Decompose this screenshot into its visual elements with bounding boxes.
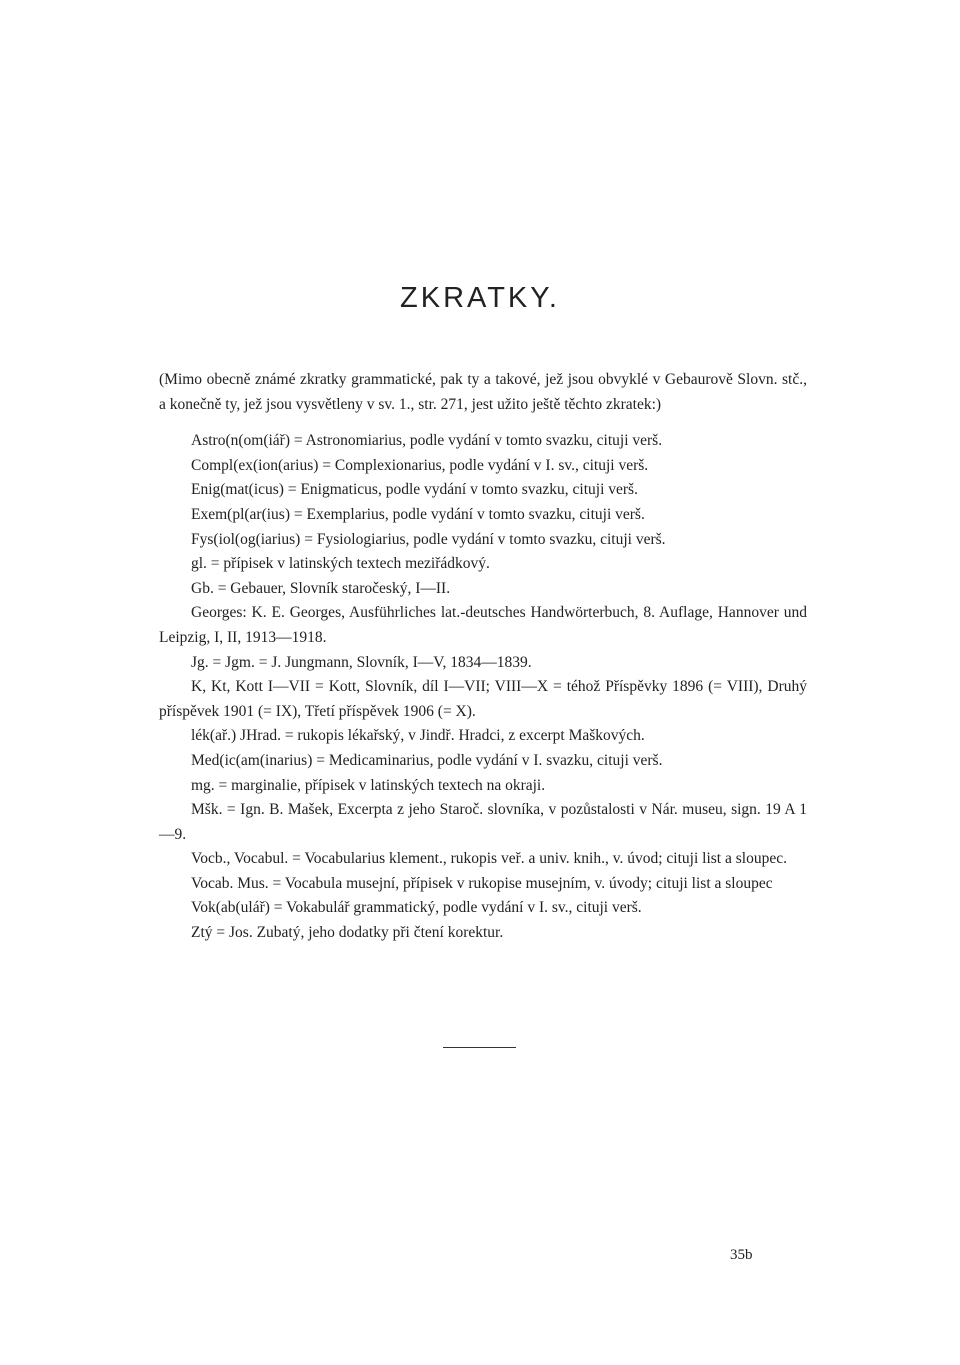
- abbreviation-entry: K, Kt, Kott I—VII = Kott, Slovník, díl I—VII; VIII—X = téhož Příspěvky 1896 (= VIII), Druhý příspěvek 1901 (= IX), Třetí příspěvek 1906 (= X).: [159, 678, 807, 720]
- abbreviation-entry: Georges: K. E. Georges, Ausführliches lat.-deutsches Handwörterbuch, 8. Auflage, Hannover und Leipzig, I, II, 1913—1918.: [159, 604, 807, 646]
- abbreviation-entry: Astro(n(om(iář) = Astronomiarius, podle vydání v tomto svazku, cituji verš.: [191, 432, 663, 450]
- abbreviation-entry: Jg. = Jgm. = J. Jungmann, Slovník, I—V, 1834—1839.: [191, 653, 532, 671]
- abbreviation-entry: Enig(mat(icus) = Enigmaticus, podle vydání v tomto svazku, cituji verš.: [191, 481, 638, 499]
- abbreviation-entry: Mšk. = Ign. B. Mašek, Excerpta z jeho Staroč. slovníka, v pozůstalosti v Nár. museu, sign. 19 A 1—9.: [159, 801, 807, 843]
- abbreviation-entry: Vocb., Vocabul. = Vocabularius klement., rukopis veř. a univ. knih., v. úvod; cituji list a sloupec.: [191, 850, 787, 868]
- abbreviation-entry: lék(ař.) JHrad. = rukopis lékařský, v Jindř. Hradci, z excerpt Maškových.: [191, 727, 645, 745]
- abbreviation-entry: Ztý = Jos. Zubatý, jeho dodatky při čtení korektur.: [191, 924, 504, 942]
- abbreviation-entry: Vok(ab(ulář) = Vokabulář grammatický, podle vydání v I. sv., cituji verš.: [191, 899, 642, 917]
- abbreviation-list: [159, 368, 807, 946]
- page-number: 35b: [730, 1247, 753, 1263]
- abbreviation-entry: gl. = přípisek v latinských textech meziřádkový.: [191, 555, 490, 573]
- abbreviation-entry: Compl(ex(ion(arius) = Complexionarius, podle vydání v I. sv., cituji verš.: [191, 456, 649, 474]
- abbreviation-entry: Exem(pl(ar(ius) = Exemplarius, podle vydání v tomto svazku, cituji verš.: [191, 505, 645, 523]
- abbreviation-entry: mg. = marginalie, přípisek v latinských textech na okraji.: [191, 776, 546, 794]
- abbreviation-entry: Med(ic(am(inarius) = Medicaminarius, podle vydání v I. svazku, cituji verš.: [191, 751, 663, 769]
- intro-paragraph: (Mimo obecně známé zkratky grammatické, pak ty a takové, jež jsou obvyklé v Gebaurově Slovn. stč., a konečně ty, jež jsou vysvětleny v sv. 1., str. 271, jest užito ještě těchto zkratek:): [159, 371, 807, 413]
- section-divider: [443, 1047, 516, 1048]
- abbreviation-entry: Vocab. Mus. = Vocabula musejní, přípisek v rukopise musejním, v. úvody; cituji list a sloupec: [191, 874, 773, 892]
- abbreviation-entry: Gb. = Gebauer, Slovník staročeský, I—II.: [191, 579, 451, 597]
- page-title: ZKRATKY.: [400, 282, 560, 314]
- abbreviation-entry: Fys(iol(og(iarius) = Fysiologiarius, podle vydání v tomto svazku, cituji verš.: [191, 530, 666, 548]
